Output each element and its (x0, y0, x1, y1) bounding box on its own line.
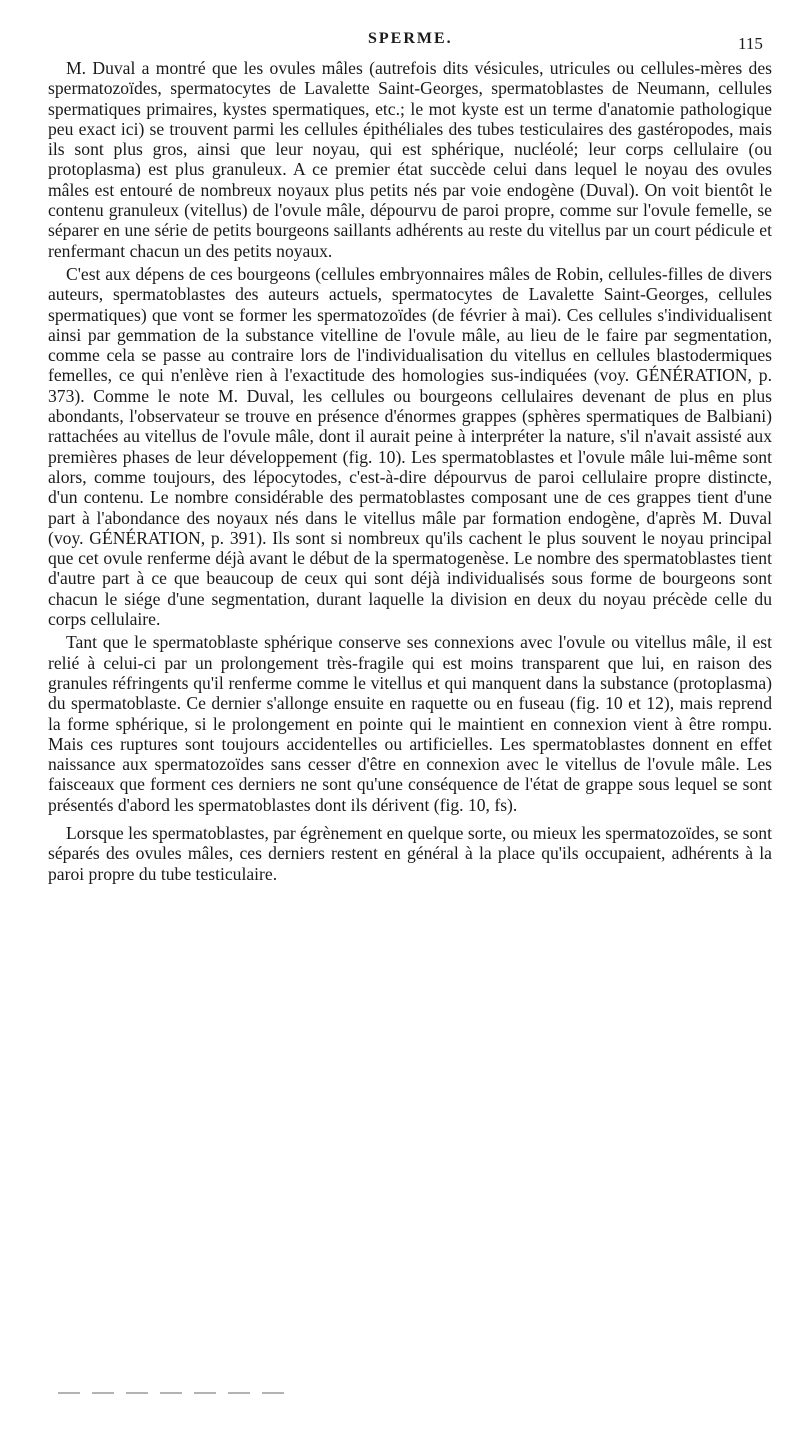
paragraph-bourgeons: C'est aux dépens de ces bourgeons (cellules embryonnaires mâles de Robin, cellules-filles de divers auteurs, spermatoblastes des auteurs actuels, spermatocytes de Lavalette Saint-Georges, cellules spermatiques) que vont se former les spermatozoïdes (de février à mai). Ces cellules s'individualisent ainsi par gemmation de la substance vitelline de l'ovule mâle, au lieu de le faire par segmentation, comme cela se passe au contraire lors de l'individualisation du vitellus en cellules blastodermiques femelles, ce qui n'enlève rien à l'exactitude des homologies sus-indiquées (voy. GÉNÉRATION, p. 373). Comme le note M. Duval, les cellules ou bourgeons cellulaires devenant de plus en plus abondants, l'observateur se trouve en présence d'énormes grappes (sphères spermatiques de Balbiani) rattachées au vitellus de l'ovule mâle, dont il aurait peine à interpréter la nature, s'il n'avait assisté aux premières phases de leur développement (fig. 10). Les spermatoblastes et l'ovule mâle lui-même sont alors, comme toujours, des lépocytodes, c'est-à-dire dépourvus de paroi cellulaire propre distincte, d'un contenu. Le nombre considérable des permatoblastes composant une de ces grappes tient d'une part à l'abondance des noyaux nés dans le vitellus mâle par formation endogène, d'après M. Duval (voy. GÉNÉRATION, p. 391). Ils sont si nombreux qu'ils cachent le plus souvent le noyau principal que cet ovule renferme déjà avant le début de la spermatogenèse. Le nombre des spermatoblastes tient d'autre part à ce que beaucoup de ceux qui sont déjà individualisés sous forme de bourgeons sont chacun le siége d'une segmentation, durant laquelle la division en deux du noyau précède celle du corps cellulaire. (48, 263, 772, 630)
page-number: 115 (738, 34, 763, 53)
running-head (0, 30, 800, 56)
paragraph-ovules-males: M. Duval a montré que les ovules mâles (autrefois dits vésicules, utricules ou cellules-mères des spermatozoïdes, spermatocytes de Lavalette Saint-Georges, spermatoblastes de Neumann, cellules spermatiques primaires, kystes spermatiques, etc.; le mot kyste est un terme d'anatomie pathologique peu exact ici) se trouvent parmi les cellules épithéliales des tubes testiculaires des gastéropodes, mais ils sont plus gros, ainsi que leur noyau, qui est sphérique, nucléolé; leur corps cellulaire (ou protoplasma) est plus granuleux. A ce premier état succède celui dans lequel le noyau des ovules mâles est entouré de nombreux noyaux plus petits nés par voie endogène (Duval). On voit bientôt le contenu granuleux (vitellus) de l'ovule mâle, dépourvu de paroi propre, comme sur l'ovule femelle, se séparer en une série de petits bourgeons saillants adhérents au reste du vitellus par un court pédicule et renfermant chacun un des petits noyaux. (48, 58, 772, 261)
paragraph-egrenement: Lorsque les spermatoblastes, par égrènement en quelque sorte, ou mieux les spermatozoïdes, se sont séparés des ovules mâles, ces derniers restent en général à la place qu'ils occupaient, adhérents à la paroi propre du tube testiculaire. (48, 822, 772, 884)
running-title: SPERME. (368, 30, 453, 47)
paragraph-spermatoblaste: Tant que le spermatoblaste sphérique conserve ses connexions avec l'ovule ou vitellus mâle, il est relié à celui-ci par un prolongement très-fragile qui est moins transparent que lui, en raison des granules réfringents qu'il renferme comme le vitellus et qui manquent dans la substance (protoplasma) du spermatoblaste. Ce dernier s'allonge ensuite en raquette ou en fuseau (fig. 10 et 12), mais reprend la forme sphérique, si le prolongement en pointe qui le maintient en connexion vient à être rompu. Mais ces ruptures sont toujours accidentelles ou artificielles. Les spermatoblastes donnent en effet naissance aux spermatozoïdes sans cesser d'être en connexion avec le vitellus de l'ovule mâle. Les faisceaux que forment ces derniers ne sont qu'une conséquence de l'état de grappe sous lequel se sont présentés d'abord les spermatoblastes dont ils dérivent (fig. 10, fs). (48, 632, 772, 815)
footer-rule (58, 1392, 290, 1394)
body-text (48, 58, 772, 884)
